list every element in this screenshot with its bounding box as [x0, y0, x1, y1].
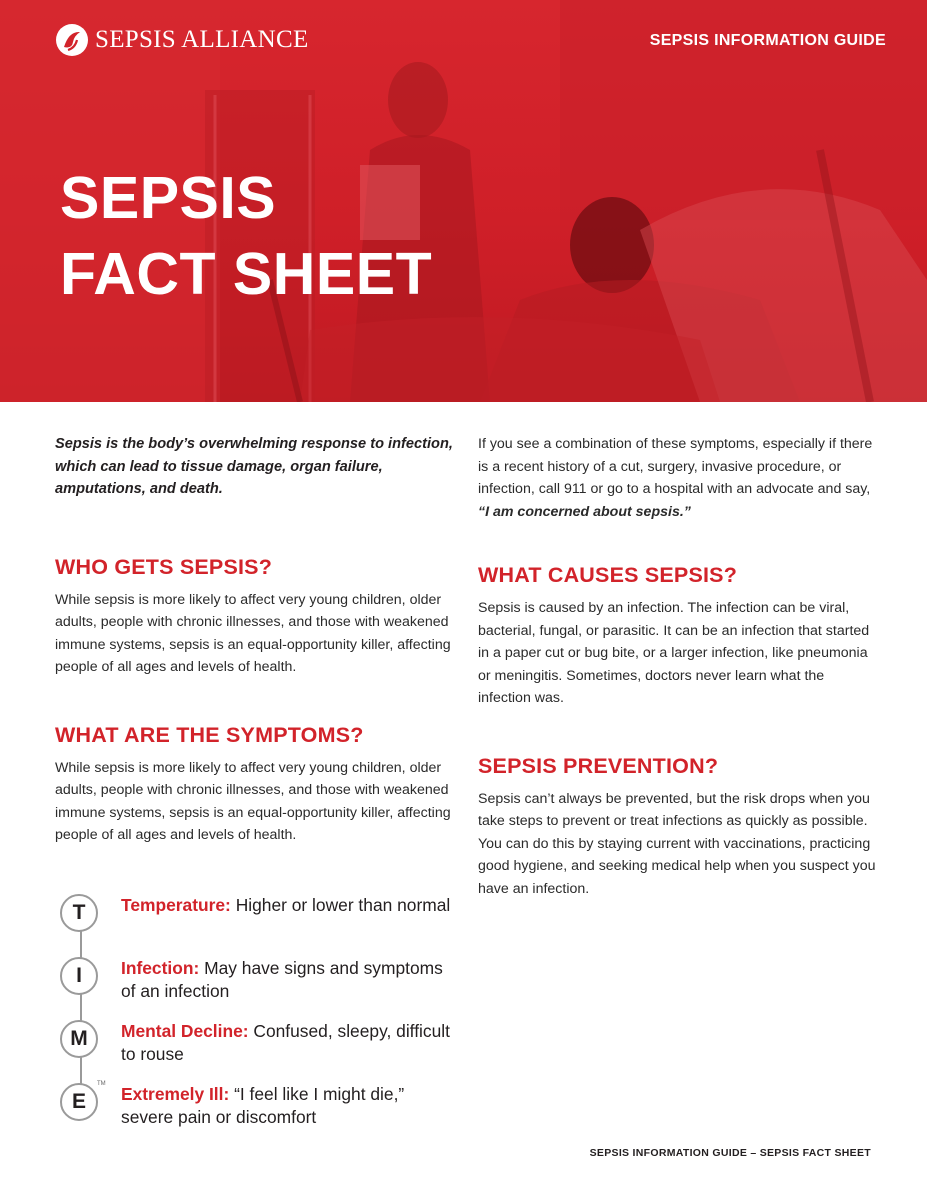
time-letter-circle: T — [60, 894, 98, 932]
time-item-text — [121, 1083, 461, 1129]
symptoms-body: While sepsis is more likely to affect very young children, older adults, people with chronic illnesses, and those with weakened immune systems, sepsis is an equal-opportunity killer, affecting people of all ages and levels of health. — [55, 759, 451, 843]
advice-text: If you see a combination of these symptoms, especially if there is a recent history of a cut, surgery, invasive procedure, or infection, call 911 or go to a hospital with an advocate and say, — [478, 436, 873, 497]
time-keyword: Infection: — [121, 958, 200, 978]
who-heading: WHO GETS SEPSIS? — [55, 554, 273, 579]
time-description: Higher or lower than normal — [230, 895, 451, 915]
intro-lead: Sepsis is the body’s overwhelming response to infection, which can lead to tissue damage, organ failure, amputations, and death. — [55, 436, 453, 497]
time-keyword: Extremely Ill: — [121, 1084, 230, 1104]
hero-banner — [0, 0, 927, 402]
time-description: Confused, sleepy, difficult to rouse — [121, 1021, 450, 1064]
right-column — [478, 433, 878, 900]
time-keyword: Temperature: — [121, 895, 231, 915]
title-line-2: FACT SHEET — [60, 241, 433, 307]
advice-quote: “I am concerned about sepsis.” — [478, 503, 691, 520]
brand-logo[interactable] — [55, 23, 309, 57]
prevention-heading: SEPSIS PREVENTION? — [478, 753, 719, 778]
page-title — [60, 160, 432, 312]
time-description: “I feel like I might die,” severe pain or discomfort — [121, 1084, 405, 1127]
brand-name: SEPSIS ALLIANCE — [95, 26, 309, 53]
time-description: May have signs and symptoms of an infection — [121, 958, 443, 1001]
time-letter-circle: M — [60, 1020, 98, 1058]
time-letter-circle: I — [60, 957, 98, 995]
time-item-text — [121, 894, 461, 917]
guide-label: SEPSIS INFORMATION GUIDE — [649, 32, 886, 49]
prevention-body: Sepsis can’t always be prevented, but the risk drops when you take steps to prevent or treat infections as quickly as possible. You can do this by staying current with vaccinations, practicing good hygiene, and seeking medical help when you suspect you have an infection. — [478, 790, 876, 897]
time-item-text — [121, 1020, 461, 1066]
time-item-text — [121, 957, 461, 1003]
time-letter-circle: E — [60, 1083, 98, 1121]
symptoms-heading: WHAT ARE THE SYMPTOMS? — [55, 722, 364, 747]
title-line-1: SEPSIS — [60, 165, 277, 231]
time-keyword: Mental Decline: — [121, 1021, 249, 1041]
causes-heading: WHAT CAUSES SEPSIS? — [478, 563, 738, 587]
left-column — [55, 433, 455, 847]
time-connector-line — [80, 907, 82, 1097]
advice-body — [478, 433, 878, 523]
trademark-mark: TM — [97, 1081, 106, 1087]
causes-body: Sepsis is caused by an infection. The infection can be viral, bacterial, fungal, or parasitic. It can be an infection that started in a paper cut or bug bite, or a larger infection, like pneumonia or meningitis. Sometimes, doctors never learn what the infection was. — [478, 600, 870, 706]
who-body: While sepsis is more likely to affect very young children, older adults, people with chronic illnesses, and those with weakened immune systems, sepsis is an equal-opportunity killer, affecting people of all ages and levels of health. — [55, 591, 451, 675]
sepsis-alliance-logo-icon — [55, 23, 89, 57]
page-footer: SEPSIS INFORMATION GUIDE – SEPSIS FACT SHEET — [589, 1147, 871, 1159]
